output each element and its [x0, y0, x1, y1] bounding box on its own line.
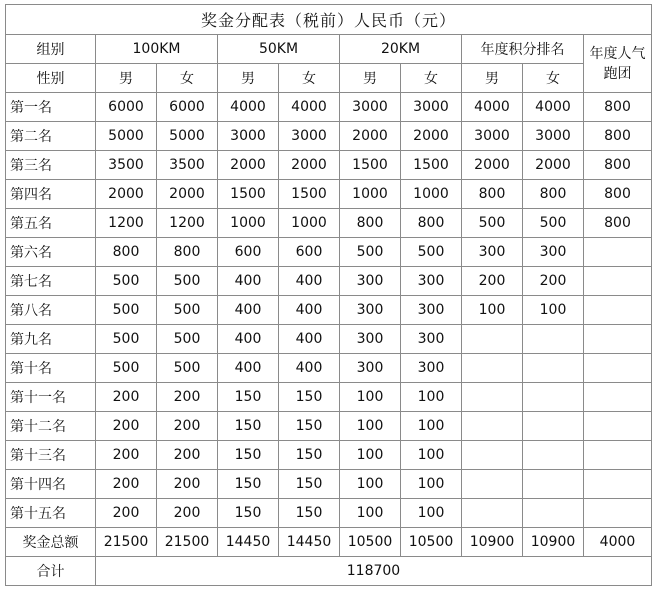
total-cell: 10500 — [340, 528, 401, 557]
group-100km: 100KM — [96, 35, 218, 64]
prize-cell: 3000 — [462, 122, 523, 151]
group-popular-team: 年度人气跑团 — [584, 35, 652, 93]
prize-cell: 150 — [218, 441, 279, 470]
prize-cell: 200 — [157, 412, 218, 441]
rank-label: 第十五名 — [6, 499, 96, 528]
table-row — [6, 325, 652, 354]
prize-cell: 100 — [340, 470, 401, 499]
prize-cell — [584, 412, 652, 441]
total-cell: 10500 — [401, 528, 462, 557]
prize-cell: 800 — [157, 238, 218, 267]
prize-cell: 3500 — [157, 151, 218, 180]
prize-cell: 100 — [523, 296, 584, 325]
table-row — [6, 383, 652, 412]
prize-cell: 500 — [96, 325, 157, 354]
prize-cell: 500 — [96, 354, 157, 383]
prize-cell: 500 — [523, 209, 584, 238]
rank-label: 第三名 — [6, 151, 96, 180]
prize-cell: 500 — [157, 325, 218, 354]
prize-cell — [462, 383, 523, 412]
prize-cell: 200 — [96, 441, 157, 470]
prize-cell: 4000 — [218, 93, 279, 122]
prize-cell: 100 — [340, 383, 401, 412]
prize-cell: 3000 — [523, 122, 584, 151]
rank-label: 第十名 — [6, 354, 96, 383]
total-cell: 21500 — [96, 528, 157, 557]
prize-cell: 150 — [218, 412, 279, 441]
prize-cell: 200 — [96, 412, 157, 441]
prize-cell: 400 — [218, 296, 279, 325]
table-row — [6, 296, 652, 325]
prize-cell — [523, 354, 584, 383]
table-row — [6, 122, 652, 151]
prize-cell: 2000 — [340, 122, 401, 151]
prize-cell: 400 — [279, 267, 340, 296]
prize-cell — [584, 354, 652, 383]
prize-cell — [523, 499, 584, 528]
table-title: 奖金分配表（税前）人民币（元） — [6, 5, 652, 35]
prize-cell: 1500 — [340, 151, 401, 180]
prize-cell: 200 — [157, 470, 218, 499]
gender-header-row — [6, 64, 652, 93]
prize-cell: 400 — [218, 354, 279, 383]
prize-cell: 100 — [401, 499, 462, 528]
gender-female: 女 — [279, 64, 340, 93]
prize-cell: 500 — [96, 267, 157, 296]
prize-cell: 500 — [157, 354, 218, 383]
prize-cell: 3000 — [218, 122, 279, 151]
totals-row — [6, 528, 652, 557]
table-row — [6, 267, 652, 296]
prize-cell: 1000 — [218, 209, 279, 238]
prize-cell: 3500 — [96, 151, 157, 180]
prize-cell — [462, 470, 523, 499]
prize-cell: 200 — [462, 267, 523, 296]
prize-cell: 2000 — [401, 122, 462, 151]
prize-cell: 500 — [157, 296, 218, 325]
prize-cell — [584, 238, 652, 267]
prize-cell — [462, 499, 523, 528]
prize-cell: 800 — [462, 180, 523, 209]
rank-label: 第十三名 — [6, 441, 96, 470]
prize-cell: 150 — [279, 441, 340, 470]
prize-cell: 2000 — [218, 151, 279, 180]
prize-cell: 800 — [584, 151, 652, 180]
table-row — [6, 180, 652, 209]
prize-table-body — [6, 5, 652, 586]
gender-male: 男 — [462, 64, 523, 93]
group-header-row — [6, 35, 652, 64]
gender-male: 男 — [218, 64, 279, 93]
prize-cell: 400 — [218, 325, 279, 354]
prize-cell: 100 — [340, 441, 401, 470]
total-cell: 21500 — [157, 528, 218, 557]
prize-cell: 150 — [279, 412, 340, 441]
prize-cell: 300 — [401, 267, 462, 296]
prize-cell: 2000 — [279, 151, 340, 180]
prize-cell — [584, 470, 652, 499]
prize-cell — [523, 441, 584, 470]
prize-cell: 300 — [462, 238, 523, 267]
prize-cell — [584, 325, 652, 354]
prize-cell — [523, 383, 584, 412]
rank-label: 第七名 — [6, 267, 96, 296]
prize-cell: 300 — [401, 296, 462, 325]
prize-cell: 400 — [279, 354, 340, 383]
prize-cell: 600 — [218, 238, 279, 267]
gender-male: 男 — [340, 64, 401, 93]
prize-cell: 400 — [279, 325, 340, 354]
prize-cell: 800 — [584, 209, 652, 238]
prize-cell — [523, 470, 584, 499]
prize-cell: 3000 — [279, 122, 340, 151]
prize-cell — [523, 412, 584, 441]
rank-label: 第十四名 — [6, 470, 96, 499]
rank-label: 第八名 — [6, 296, 96, 325]
rank-label: 第十二名 — [6, 412, 96, 441]
prize-cell — [523, 325, 584, 354]
prize-cell: 600 — [279, 238, 340, 267]
prize-cell: 150 — [279, 383, 340, 412]
rank-label: 第十一名 — [6, 383, 96, 412]
prize-cell: 6000 — [96, 93, 157, 122]
prize-cell: 150 — [279, 470, 340, 499]
prize-cell: 100 — [401, 383, 462, 412]
prize-cell: 2000 — [96, 180, 157, 209]
prize-cell: 300 — [340, 325, 401, 354]
total-cell: 10900 — [523, 528, 584, 557]
table-row — [6, 238, 652, 267]
total-cell: 10900 — [462, 528, 523, 557]
rank-label: 第九名 — [6, 325, 96, 354]
prize-cell: 200 — [157, 499, 218, 528]
rank-label: 第四名 — [6, 180, 96, 209]
prize-cell: 2000 — [462, 151, 523, 180]
table-row — [6, 441, 652, 470]
table-row — [6, 412, 652, 441]
prize-cell: 2000 — [157, 180, 218, 209]
prize-cell: 300 — [401, 354, 462, 383]
prize-cell: 200 — [96, 470, 157, 499]
total-cell: 4000 — [584, 528, 652, 557]
prize-cell: 500 — [157, 267, 218, 296]
prize-cell: 200 — [523, 267, 584, 296]
prize-cell: 4000 — [462, 93, 523, 122]
prize-cell: 300 — [340, 354, 401, 383]
prize-cell: 1500 — [218, 180, 279, 209]
prize-cell: 1000 — [340, 180, 401, 209]
prize-cell: 100 — [340, 499, 401, 528]
prize-cell: 1200 — [96, 209, 157, 238]
prize-cell: 800 — [584, 180, 652, 209]
gender-female: 女 — [523, 64, 584, 93]
prize-cell: 800 — [584, 93, 652, 122]
prize-cell: 300 — [523, 238, 584, 267]
prize-cell: 1000 — [279, 209, 340, 238]
table-row — [6, 470, 652, 499]
table-row — [6, 499, 652, 528]
table-row — [6, 209, 652, 238]
prize-cell: 1500 — [279, 180, 340, 209]
grand-total-label: 合计 — [6, 557, 96, 586]
rank-label: 第一名 — [6, 93, 96, 122]
table-row — [6, 151, 652, 180]
prize-cell: 800 — [340, 209, 401, 238]
prize-cell: 150 — [218, 470, 279, 499]
prize-cell: 300 — [401, 325, 462, 354]
rank-label: 第六名 — [6, 238, 96, 267]
prize-cell — [584, 267, 652, 296]
prize-cell: 150 — [279, 499, 340, 528]
prize-cell: 1200 — [157, 209, 218, 238]
prize-cell — [462, 325, 523, 354]
prize-cell: 1000 — [401, 180, 462, 209]
prize-cell: 4000 — [279, 93, 340, 122]
prize-cell: 100 — [401, 470, 462, 499]
prize-cell: 4000 — [523, 93, 584, 122]
title-row — [6, 5, 652, 35]
rank-label: 第二名 — [6, 122, 96, 151]
grand-total-row — [6, 557, 652, 586]
gender-male: 男 — [96, 64, 157, 93]
prize-cell — [584, 441, 652, 470]
prize-cell: 200 — [96, 499, 157, 528]
prize-cell: 6000 — [157, 93, 218, 122]
prize-cell: 5000 — [157, 122, 218, 151]
gender-female: 女 — [401, 64, 462, 93]
prize-cell — [462, 412, 523, 441]
prize-cell: 800 — [584, 122, 652, 151]
prize-cell: 800 — [523, 180, 584, 209]
gender-female: 女 — [157, 64, 218, 93]
prize-cell — [462, 354, 523, 383]
prize-cell: 100 — [401, 441, 462, 470]
group-20km: 20KM — [340, 35, 462, 64]
prize-cell: 200 — [157, 441, 218, 470]
group-50km: 50KM — [218, 35, 340, 64]
table-row — [6, 93, 652, 122]
prize-cell: 300 — [340, 296, 401, 325]
table-row — [6, 354, 652, 383]
prize-cell: 800 — [401, 209, 462, 238]
total-cell: 14450 — [218, 528, 279, 557]
rank-label: 第五名 — [6, 209, 96, 238]
total-cell: 14450 — [279, 528, 340, 557]
prize-cell: 400 — [218, 267, 279, 296]
prize-cell: 500 — [340, 238, 401, 267]
prize-cell — [584, 499, 652, 528]
prize-cell: 100 — [340, 412, 401, 441]
prize-cell: 500 — [401, 238, 462, 267]
prize-cell: 2000 — [523, 151, 584, 180]
prize-cell: 100 — [462, 296, 523, 325]
gender-label: 性别 — [6, 64, 96, 93]
prize-cell: 1500 — [401, 151, 462, 180]
prize-cell — [584, 296, 652, 325]
prize-table — [5, 4, 652, 586]
prize-cell: 400 — [279, 296, 340, 325]
prize-cell — [462, 441, 523, 470]
prize-cell: 150 — [218, 383, 279, 412]
prize-cell: 500 — [462, 209, 523, 238]
prize-cell: 3000 — [401, 93, 462, 122]
prize-cell: 200 — [96, 383, 157, 412]
prize-cell: 5000 — [96, 122, 157, 151]
prize-cell: 150 — [218, 499, 279, 528]
prize-cell: 3000 — [340, 93, 401, 122]
prize-cell: 200 — [157, 383, 218, 412]
prize-cell — [584, 383, 652, 412]
group-label: 组别 — [6, 35, 96, 64]
prize-cell: 800 — [96, 238, 157, 267]
prize-cell: 500 — [96, 296, 157, 325]
group-annual-points: 年度积分排名 — [462, 35, 584, 64]
prize-cell: 100 — [401, 412, 462, 441]
prize-cell: 300 — [340, 267, 401, 296]
grand-total-value: 118700 — [96, 557, 652, 586]
totals-label: 奖金总额 — [6, 528, 96, 557]
